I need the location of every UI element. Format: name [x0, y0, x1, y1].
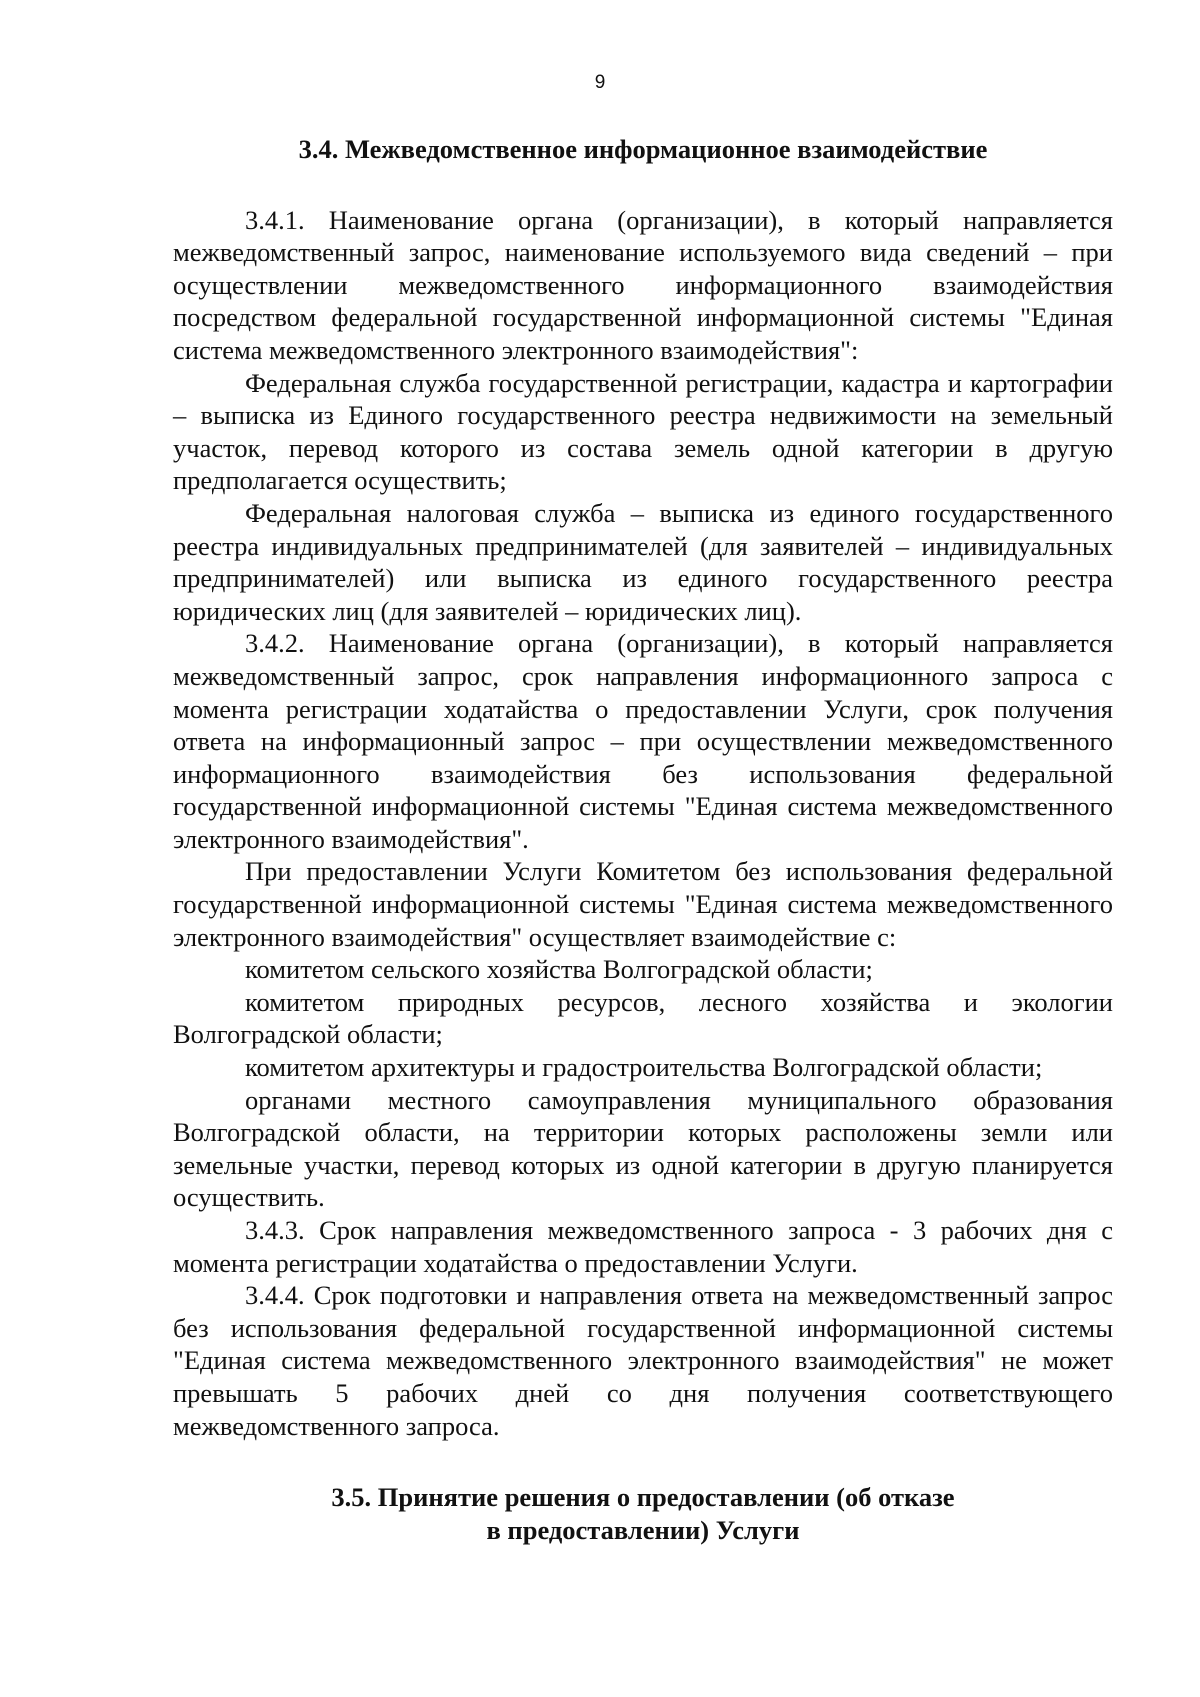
section-heading-3-5-line1: 3.5. Принятие решения о предоставлении (об отказе — [331, 1482, 955, 1513]
section-heading-3-4: 3.4. Межведомственное информационное взаимодействие — [298, 134, 988, 164]
paragraph-rosreestr: Федеральная служба государственной регистрации, кадастра и картографии – выписка из Единого государственного реестра недвижимости на земельный участок, перевод которого из состава земель одной категории в другую предполагается осуществить; — [173, 367, 1113, 496]
section-heading-3-5 — [173, 1481, 1113, 1546]
paragraph-3-4-1: 3.4.1. Наименование органа (организации), в который направляется межведомственный запрос, наименование используемого вида сведений – при осуществлении межведомственного информационного взаимодействия посредством федеральной государственной информационной системы "Единая система межведомственного электронного взаимодействия": — [173, 204, 1113, 365]
paragraph-committee-interaction: При предоставлении Услуги Комитетом без использования федеральной государственной информационной системы "Единая система межведомственного электронного взаимодействия" осуществляет взаимодействие с: — [173, 856, 1113, 952]
list-item-natural-resources-committee: комитетом природных ресурсов, лесного хозяйства и экологии Волгоградской области; — [173, 986, 1113, 1050]
page-number: 9 — [594, 72, 606, 93]
paragraph-3-4-4: 3.4.4. Срок подготовки и направления ответа на межведомственный запрос без использования федеральной государственной информационной системы "Единая система межведомственного электронного взаимодействия" не может превышать 5 рабочих дней со дня получения соответствующего межведомственного запроса. — [173, 1280, 1113, 1441]
list-item-agriculture-committee: комитетом сельского хозяйства Волгоградской области; — [245, 954, 873, 985]
paragraph-3-4-3: 3.4.3. Срок направления межведомственного запроса - 3 рабочих дня с момента регистрации ходатайства о предоставлении Услуги. — [173, 1215, 1113, 1278]
section-heading-3-5-line2: в предоставлении) Услуги — [486, 1514, 800, 1545]
list-item-architecture-committee: комитетом архитектуры и градостроительства Волгоградской области; — [245, 1052, 1043, 1083]
list-item-local-government: органами местного самоуправления муниципального образования Волгоградской области, на территории которых расположены земли или земельные участки, перевод которых из одной категории в другую планируется осуществить. — [173, 1084, 1113, 1213]
document-body — [173, 133, 1113, 1546]
paragraph-tax-service: Федеральная налоговая служба – выписка из единого государственного реестра индивидуальных предпринимателей (для заявителей – индивидуальных предпринимателей) или выписка из единого государственного реестра юридических лиц (для заявителей – юридических лиц). — [173, 497, 1113, 626]
paragraph-3-4-2: 3.4.2. Наименование органа (организации), в который направляется межведомственный запрос, срок направления информационного запроса с момента регистрации ходатайства о предоставлении Услуги, срок получения ответа на информационный запрос – при осуществлении межведомственного информационного взаимодействия без использования федеральной государственной информационной системы "Единая система межведомственного электронного взаимодействия". — [173, 628, 1113, 854]
